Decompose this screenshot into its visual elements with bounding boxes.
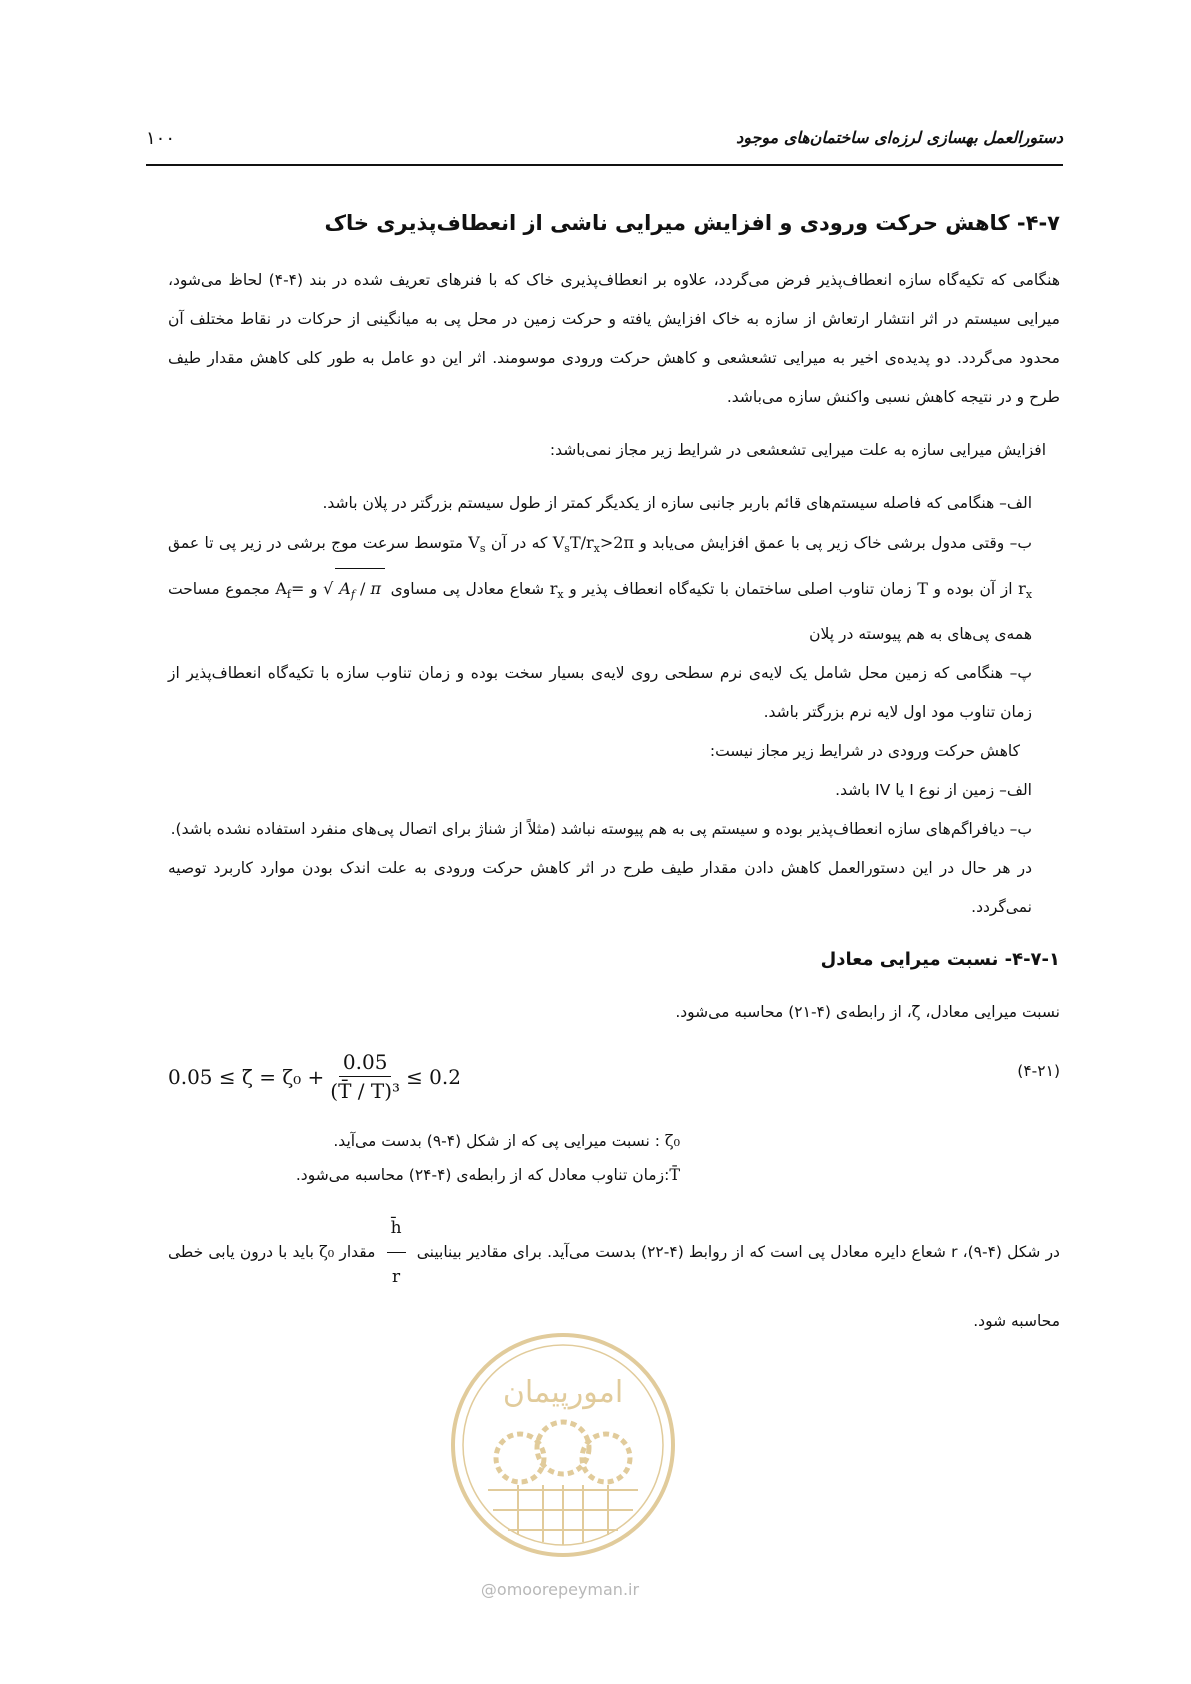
equation-rhs: ≤ 0.2	[406, 1064, 461, 1089]
subsection-intro: نسبت میرایی معادل، ζ̄، از رابطه‌ی (۴-۲۱) محاسبه می‌شود.	[675, 1001, 1060, 1021]
page-body	[168, 210, 1060, 1343]
condition-b: ب– وقتی مدول برشی خاک زیر پی با عمق افزایش می‌یابد و $V_sT/r_x>2\pi$ که در آن $V_s$ متوسط سرعت موج برشی در زیر پی تا عمق $r_x$ از آن بوده و T زمان تناوب اصلی ساختمان با تکیه‌گاه انعطاف پذیر و $r_x$ شعاع معادل پی مساوی √ $A_f$ / π و $A_f=$ مجموع مساحت همه‌ی پی‌های به هم پیوسته در پلان	[168, 533, 1033, 643]
conclusion-paragraph: در هر حال در این دستورالعمل کاهش دادن مقدار طیف طرح در اثر کاهش حرکت ورودی به علت اندک بودن موارد کاربرد توصیه نمی‌گردد.	[168, 858, 1032, 916]
ineq-vst-rx: $V_sT/r_x>2\pi$	[552, 533, 634, 556]
h-over-r-fraction: $\frac{h̄}{r}$	[387, 1206, 406, 1299]
symbol-t: T	[917, 579, 928, 599]
symbol-vs: $V_s$	[468, 533, 486, 556]
equation-4-21	[168, 1040, 1060, 1114]
sqrt-af-pi: √ $A_f$ / π	[323, 579, 385, 598]
symbol-rx: $r_x$	[549, 579, 564, 602]
figure-note: در شکل (۴-۹)، r شعاع دایره معادل پی است که از روابط (۴-۲۲) بدست می‌آید. برای مقادیر بینابینی $\frac{h̄}{r}$ مقدار ζ₀ باید با درون یابی خطی محاسبه شود.	[168, 1206, 1060, 1343]
equation-lhs: 0.05 ≤ ζ̄ = ζ₀ +	[168, 1064, 325, 1089]
section-heading: ۴-۷- کاهش حرکت ورودی و افزایش میرایی ناشی از انعطاف‌پذیری خاک	[324, 211, 1060, 235]
reduction-a: الف– زمین از نوع I یا IV باشد.	[835, 780, 1032, 799]
intro-paragraph: هنگامی که تکیه‌گاه سازه انعطاف‌پذیر فرض می‌گردد، علاوه بر انعطاف‌پذیری خاک که با فنرهای تعریف شده در بند (۴-۴) لحاظ می‌شود، میرایی سیستم در اثر انتشار ارتعاش از سازه به خاک افزایش یافته و حرکت زمین در محل پی به میانگینی از حرکات در نقاط مختلف آن محدود می‌گردد. دو پدیده‌ی اخیر به میرایی تشعشعی و کاهش حرکت ورودی موسومند. اثر این دو عامل به طور کلی کاهش مقدار طیف طرح و در نتیجه کاهش نسبی واکنش سازه می‌باشد.	[168, 271, 1061, 407]
symbol-zeta-bar: ζ̄	[911, 1001, 921, 1021]
condition-c: پ– هنگامی که زمین محل شامل یک لایه‌ی نرم سطحی روی لایه‌ی بسیار سخت بوده و زمان تناوب سازه با تکیه‌گاه انعطاف‌پذیر از زمان تناوب مود اول لایه نرم بزرگتر باشد.	[168, 663, 1032, 721]
fraction-numerator: 0.05	[339, 1050, 392, 1077]
page-number: ۱۰۰	[146, 128, 176, 149]
definition-tbar: T̄:زمان تناوب معادل که از رابطه‌ی (۴-۲۴) محاسبه می‌شود.	[295, 1164, 680, 1184]
subsection-heading: ۴-۷-۱- نسبت میرایی معادل	[820, 948, 1060, 970]
header-rule	[146, 164, 1063, 166]
running-title: دستورالعمل بهسازی لرزه‌ای ساختمان‌های موجود	[736, 128, 1063, 147]
website-watermark: @omoorepeyman.ir	[480, 1580, 640, 1599]
symbol-af: $A_f=$	[275, 579, 305, 602]
damping-conditions-intro: افزایش میرایی سازه به علت میرایی تشعشعی در شرایط زیر مجاز نمی‌باشد:	[549, 441, 1046, 460]
condition-a: الف– هنگامی که فاصله سیستم‌های قائم باربر جانبی سازه از یکدیگر کمتر از طول سیستم بزرگتر در پلان باشد.	[322, 494, 1032, 513]
definition-zeta0: ζ₀ : نسبت میرایی پی که از شکل (۴-۹) بدست می‌آید.	[333, 1130, 680, 1150]
page-header	[146, 128, 1063, 164]
watermark-logo	[448, 1330, 678, 1560]
equation-number: (۴-۲۱)	[1017, 1061, 1060, 1080]
reduction-conditions-intro: کاهش حرکت ورودی در شرایط زیر مجاز نیست:	[709, 741, 1020, 760]
equation-fraction	[330, 1050, 400, 1103]
fraction-denominator: (T̄ / T)³	[330, 1079, 401, 1104]
reduction-b: ب– دیافراگم‌های سازه انعطاف‌پذیر بوده و سیستم پی به هم پیوسته نباشد (مثلاً از شناژ برای اتصال پی‌های منفرد استفاده نشده باشد).	[170, 819, 1032, 838]
logo-text: امورپیمان	[502, 1375, 624, 1410]
symbol-rx: $r_x$	[1018, 579, 1033, 602]
equation-formula	[168, 1040, 461, 1114]
